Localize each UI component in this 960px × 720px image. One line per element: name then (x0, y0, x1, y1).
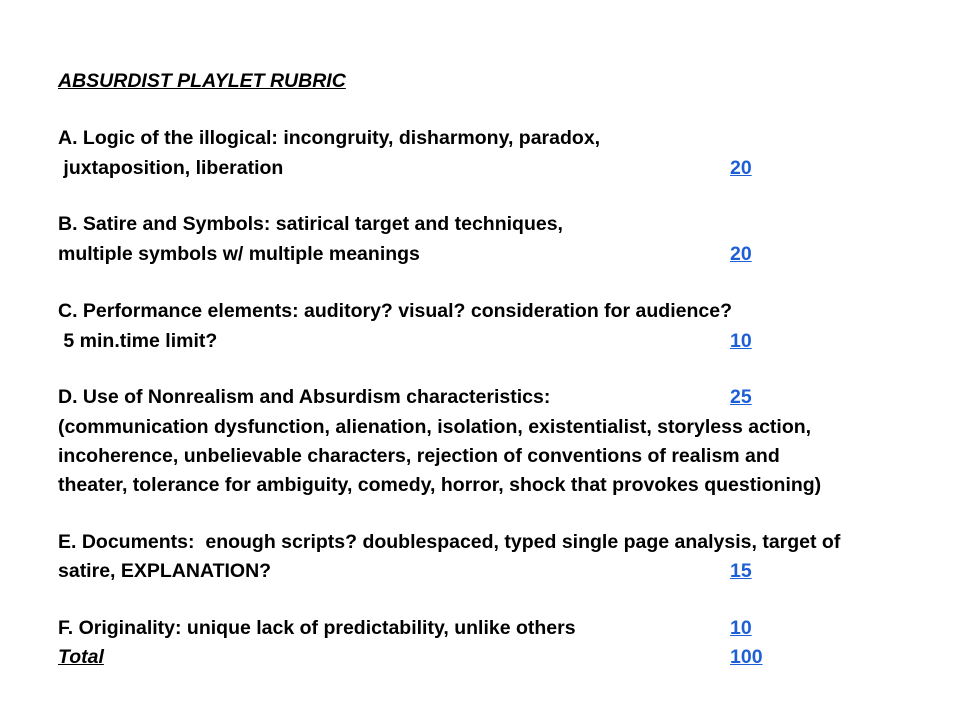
criterion-c-points-link[interactable]: 10 (730, 330, 752, 352)
criterion-a-points-link[interactable]: 20 (730, 157, 752, 179)
rubric-title: ABSURDIST PLAYLET RUBRIC (58, 70, 346, 92)
total-label: Total (58, 646, 104, 668)
total-points-link[interactable]: 100 (730, 646, 763, 668)
criterion-b-points-link[interactable]: 20 (730, 243, 752, 265)
criterion-b-line-2: multiple symbols w/ multiple meanings (58, 243, 420, 265)
criterion-d-line-3: incoherence, unbelievable characters, rejection of conventions of realism and (58, 445, 780, 467)
criterion-c-line-1: C. Performance elements: auditory? visual? consideration for audience? (58, 300, 732, 322)
criterion-e-line-1: E. Documents: enough scripts? doublespaced, typed single page analysis, target of (58, 531, 841, 553)
criterion-b-line-1: B. Satire and Symbols: satirical target and techniques, (58, 213, 563, 235)
criterion-d-line-2: (communication dysfunction, alienation, isolation, existentialist, storyless action, (58, 416, 812, 438)
criterion-f-points-link[interactable]: 10 (730, 617, 752, 639)
criterion-f-line-1: F. Originality: unique lack of predictability, unlike others (58, 617, 576, 639)
criterion-d-line-4: theater, tolerance for ambiguity, comedy, horror, shock that provokes questioning) (58, 474, 822, 496)
criterion-d-points-link[interactable]: 25 (730, 386, 752, 408)
criterion-e-points-link[interactable]: 15 (730, 560, 752, 582)
criterion-a-line-1: A. Logic of the illogical: incongruity, disharmony, paradox, (58, 127, 601, 149)
criterion-d-line-1: D. Use of Nonrealism and Absurdism characteristics: (58, 386, 551, 408)
criterion-a-line-2: juxtaposition, liberation (58, 157, 284, 179)
criterion-e-line-2: satire, EXPLANATION? (58, 560, 272, 582)
criterion-c-line-2: 5 min.time limit? (58, 330, 218, 352)
